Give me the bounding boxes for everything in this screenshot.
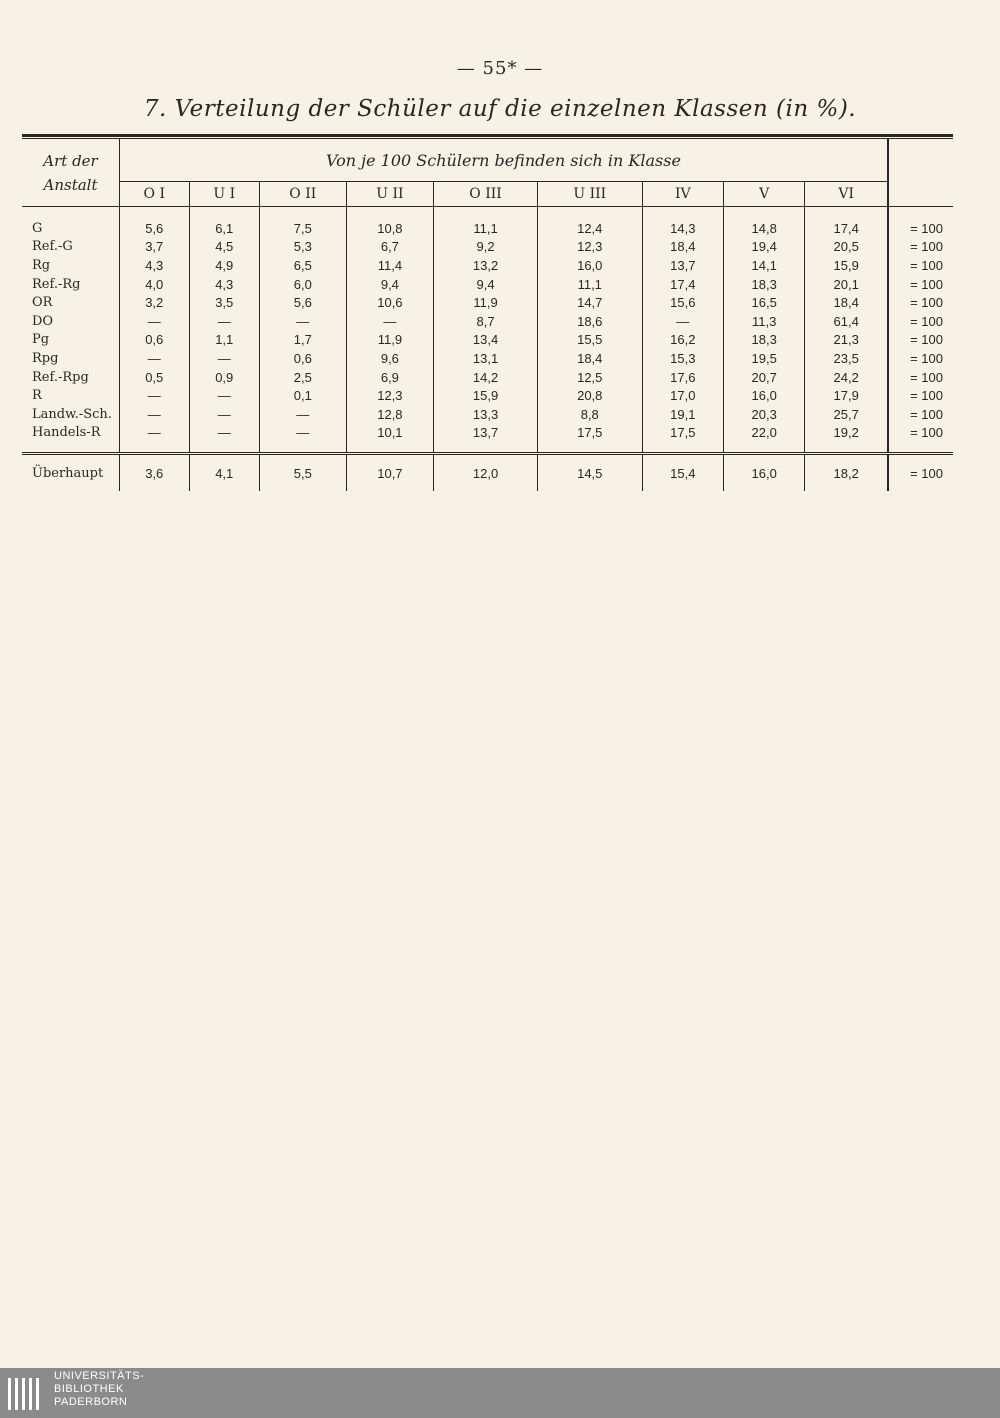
table-cell: 0,5 <box>120 368 190 387</box>
table-cell: 4,3 <box>120 256 190 275</box>
table-cell: 16,0 <box>723 455 804 491</box>
table-cell: 17,4 <box>833 220 859 236</box>
table-cell: 19,2 <box>833 425 859 441</box>
table-cell: 11,1 <box>434 207 538 238</box>
table-cell: 22,0 <box>723 424 804 454</box>
table-row <box>22 312 953 331</box>
row-label: Handels-R <box>22 424 120 454</box>
table-cell: 13,3 <box>434 405 538 424</box>
table-cell: 13,7 <box>434 424 538 454</box>
table-cell: 17,5 <box>537 424 642 454</box>
table-cell: 20,5 <box>833 239 859 255</box>
table-cell: 16,5 <box>723 293 804 312</box>
table-cell: 14,3 <box>642 207 723 238</box>
library-logo-icon <box>6 1374 46 1414</box>
table-cell: 6,5 <box>259 256 346 275</box>
row-total: = 100 <box>888 207 953 238</box>
table-cell: 15,9 <box>434 386 538 405</box>
row-label: Rg <box>22 256 120 275</box>
page-title: 7. Verteilung der Schüler auf die einzelnen Klassen (in %). <box>143 96 857 122</box>
row-label: Ref.-G <box>22 238 120 257</box>
table-cell: 14,7 <box>537 293 642 312</box>
row-total: = 100 <box>888 275 953 294</box>
table-cell: 7,5 <box>259 207 346 238</box>
table-cell: 16,0 <box>537 256 642 275</box>
row-label: Ref.-Rg <box>22 275 120 294</box>
table-cell: 12,5 <box>537 368 642 387</box>
table-cell: 9,4 <box>434 275 538 294</box>
row-label: Pg <box>22 331 120 350</box>
table-cell: 14,1 <box>723 256 804 275</box>
table-cell: 6,7 <box>346 238 434 257</box>
row-total: = 100 <box>888 424 953 454</box>
table-cell: — <box>120 312 190 331</box>
table-row <box>22 275 953 294</box>
library-footer-bar <box>0 1368 1000 1418</box>
table-cell: 11,9 <box>346 331 434 350</box>
header-art-der-anstalt: Art der Anstalt <box>22 139 120 207</box>
row-total: = 100 <box>888 368 953 387</box>
row-total: = 100 <box>888 386 953 405</box>
table-cell: 14,8 <box>723 207 804 238</box>
table-cell: 0,9 <box>189 368 259 387</box>
table-cell: 4,9 <box>189 256 259 275</box>
table-cell: 13,1 <box>434 349 538 368</box>
table-cell: 9,6 <box>346 349 434 368</box>
table-cell: 19,5 <box>723 349 804 368</box>
class-header-cell: U III <box>537 182 642 207</box>
table-cell: 17,9 <box>833 388 859 404</box>
class-header-cell: U I <box>189 182 259 207</box>
table-row <box>22 238 953 257</box>
table-cell: 5,3 <box>259 238 346 257</box>
table-cell: 20,7 <box>723 368 804 387</box>
table-row <box>22 424 953 454</box>
table-row <box>22 349 953 368</box>
row-label: OR <box>22 293 120 312</box>
table-cell: 21,3 <box>833 332 859 348</box>
page-number: — 55* — <box>456 58 544 79</box>
table-cell: 16,0 <box>723 386 804 405</box>
row-label: G <box>22 207 120 238</box>
table-cell: — <box>189 405 259 424</box>
row-total: = 100 <box>888 256 953 275</box>
table-cell: — <box>120 386 190 405</box>
table-cell: 13,2 <box>434 256 538 275</box>
table-cell: — <box>259 424 346 454</box>
logo-line-3: PADERBORN <box>54 1396 128 1408</box>
table-cell: 17,0 <box>642 386 723 405</box>
table-cell: 3,5 <box>189 293 259 312</box>
row-total: = 100 <box>888 238 953 257</box>
table-cell: 17,5 <box>642 424 723 454</box>
row-total: = 100 <box>888 405 953 424</box>
table-cell: 1,1 <box>189 331 259 350</box>
table-cell: 5,5 <box>259 455 346 491</box>
header-total-blank <box>888 139 953 207</box>
table-cell: 0,6 <box>120 331 190 350</box>
table-row <box>22 455 953 491</box>
table-cell: 25,7 <box>833 406 859 422</box>
table-cell: 18,3 <box>723 331 804 350</box>
table-cell: 6,1 <box>189 207 259 238</box>
table-cell: 17,6 <box>642 368 723 387</box>
table-cell: 15,5 <box>537 331 642 350</box>
table-cell: 3,7 <box>120 238 190 257</box>
table-cell: 12,8 <box>346 405 434 424</box>
table-row <box>22 368 953 387</box>
row-total: = 100 <box>888 349 953 368</box>
table-cell: 18,6 <box>537 312 642 331</box>
table-cell: 13,7 <box>642 256 723 275</box>
table-cell: 14,5 <box>537 455 642 491</box>
table-cell: 10,1 <box>346 424 434 454</box>
table-cell: — <box>189 349 259 368</box>
table-row <box>22 331 953 350</box>
class-header-cell: IV <box>642 182 723 207</box>
table-cell: 12,0 <box>434 455 538 491</box>
table-cell: 11,4 <box>346 256 434 275</box>
table-cell: 10,7 <box>346 455 434 491</box>
table-cell: 13,4 <box>434 331 538 350</box>
row-total: = 100 <box>888 293 953 312</box>
table-cell: 11,9 <box>434 293 538 312</box>
table-row <box>22 207 953 238</box>
table-cell: 20,8 <box>537 386 642 405</box>
row-label: R <box>22 386 120 405</box>
logo-line-1: UNIVERSITÄTS- <box>54 1370 145 1382</box>
distribution-table <box>22 134 953 491</box>
logo-line-2: BIBLIOTHEK <box>54 1383 124 1395</box>
table-row <box>22 256 953 275</box>
row-total: = 100 <box>888 312 953 331</box>
table-cell: 12,3 <box>346 386 434 405</box>
table-cell: 3,6 <box>120 455 190 491</box>
table-cell: 0,6 <box>259 349 346 368</box>
table-cell: 24,2 <box>833 369 859 385</box>
class-header-cell: V <box>723 182 804 207</box>
table-cell: 8,8 <box>537 405 642 424</box>
row-label: Ref.-Rpg <box>22 368 120 387</box>
table-cell: 4,0 <box>120 275 190 294</box>
table-cell: 6,9 <box>346 368 434 387</box>
table-cell: 19,1 <box>642 405 723 424</box>
table-cell: 20,1 <box>833 276 859 292</box>
row-label: Rpg <box>22 349 120 368</box>
table-cell: 18,4 <box>642 238 723 257</box>
table-cell: — <box>189 424 259 454</box>
row-label: Landw.-Sch. <box>22 405 120 424</box>
table-cell: 20,3 <box>723 405 804 424</box>
table-cell: — <box>189 386 259 405</box>
table-cell: 4,3 <box>189 275 259 294</box>
table-cell: 10,6 <box>346 293 434 312</box>
table-cell: — <box>346 312 434 331</box>
table-row <box>22 405 953 424</box>
table-cell: 12,3 <box>537 238 642 257</box>
table-cell: 10,8 <box>346 207 434 238</box>
table-cell: 9,4 <box>346 275 434 294</box>
table-cell: 18,4 <box>537 349 642 368</box>
table-cell: 18,2 <box>833 465 859 481</box>
table-cell: 9,2 <box>434 238 538 257</box>
table-cell: 17,4 <box>642 275 723 294</box>
table-cell: 1,7 <box>259 331 346 350</box>
table-cell: 8,7 <box>434 312 538 331</box>
table-cell: 18,4 <box>833 295 859 311</box>
table-cell: 15,3 <box>642 349 723 368</box>
row-label: Überhaupt <box>22 455 120 491</box>
row-label: DO <box>22 312 120 331</box>
row-total: = 100 <box>888 455 953 491</box>
table-cell: 23,5 <box>833 350 859 366</box>
row-total: = 100 <box>888 331 953 350</box>
table-cell: — <box>120 424 190 454</box>
table-cell: — <box>120 349 190 368</box>
table-row <box>22 293 953 312</box>
table-cell: 5,6 <box>120 207 190 238</box>
table-cell: 3,2 <box>120 293 190 312</box>
table-cell: 12,4 <box>537 207 642 238</box>
table-cell: 2,5 <box>259 368 346 387</box>
table-cell: 6,0 <box>259 275 346 294</box>
table-cell: 0,1 <box>259 386 346 405</box>
table-cell: 11,1 <box>537 275 642 294</box>
library-logo-text <box>54 1370 144 1409</box>
class-header-cell: O III <box>434 182 538 207</box>
table-cell: 15,4 <box>642 455 723 491</box>
table-cell: 61,4 <box>833 313 859 329</box>
table-body <box>22 207 953 492</box>
table-cell: 18,3 <box>723 275 804 294</box>
table-cell: 4,5 <box>189 238 259 257</box>
table-cell: — <box>642 312 723 331</box>
table-cell: 15,9 <box>833 257 859 273</box>
class-header-cell: VI <box>805 182 888 207</box>
table-cell: 4,1 <box>189 455 259 491</box>
class-header-row <box>22 182 953 207</box>
table-cell: — <box>259 312 346 331</box>
class-header-cell: O II <box>259 182 346 207</box>
table-row <box>22 386 953 405</box>
class-header-cell: U II <box>346 182 434 207</box>
table-cell: — <box>120 405 190 424</box>
header-class-span: Von je 100 Schülern befinden sich in Klasse <box>120 139 889 182</box>
table-cell: 15,6 <box>642 293 723 312</box>
table-cell: — <box>259 405 346 424</box>
table-cell: 16,2 <box>642 331 723 350</box>
table-cell: 11,3 <box>723 312 804 331</box>
table-cell: 5,6 <box>259 293 346 312</box>
table-cell: 14,2 <box>434 368 538 387</box>
table-cell: 19,4 <box>723 238 804 257</box>
class-header-cell: O I <box>120 182 190 207</box>
table-cell: — <box>189 312 259 331</box>
